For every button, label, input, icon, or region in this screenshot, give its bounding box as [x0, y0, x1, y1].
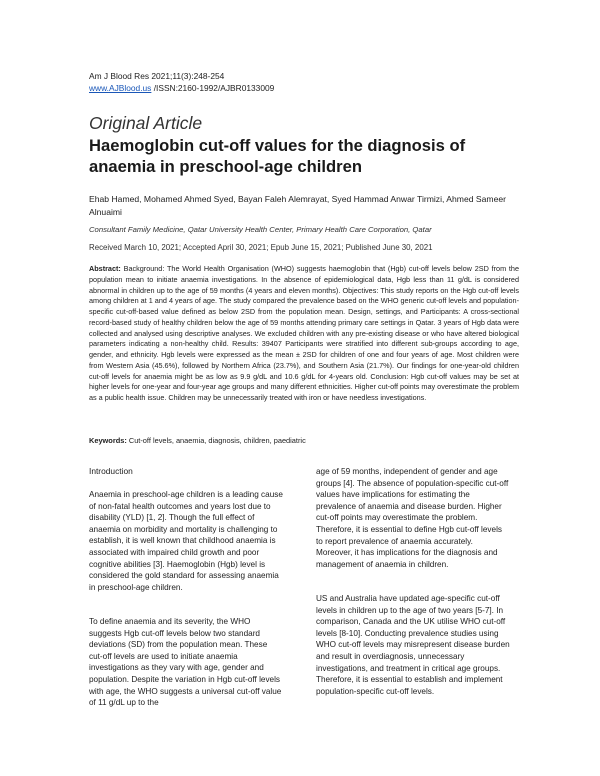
abstract-text: Background: The World Health Organisation (WHO) suggests haemoglobin that (Hgb) cut-off levels below 2SD from the population mean to initiate anaemia investigations. In the absence of epidemiological data, Hgb less than 11 g/dL is considered abnormal in children up to the age of 59 months (4 years and eleven months). Objectives: This study reports on the Hgb cut-off levels among children at 1 and 4 years of age. The study compared the prevalence based on the WHO generic cut-off levels and population-specific cut-off-based value defined as below 2SD from the population mean. Design, settings, and Participants: A cross-sectional record-based study of healthy children below the age of 59 months attending primary care settings in Qatar. 3 years of Hgb data were collected and analysed using descriptive analyses. We excluded children with any pre-existing disease or who have altered biological parameters indicating a non-healthy child. Results: 39407 Participants were stratified into different sub-groups according to age, gender, and ethnicity. Hgb levels were expressed as the mean ± 2SD for children of one and four years of age. Most children were from Western Asia (45.6%), followed by Northern Africa (23.7%), and Southern Asia (21.7%). Our findings for one-year-old children cut-off levels for anaemia might be as low as 9.9 g/dL and 10.6 g/dL for 4-years old. Conclusion: Hgb cut-off values may be set at higher levels for one-year and four-year age groups and many different ethnicities. Higher cut-off points may overestimate the problem as a public health issue. Children may be unnecessarily treated with iron or have needless investigations. [89, 264, 519, 402]
introduction-heading: Introduction [89, 466, 133, 476]
body-paragraph: US and Australia have updated age-specific cut-off levels in children up to the age of two years [5-7]. In comparison, Canada and the UK utilise WHO cut-off levels [8-10]. Conducting prevalence studies using WHO cut-off levels may misrepresent disease burden and result in overdiagnosis, unnecessary investigations, and treatment in critical age groups. Therefore, it is essential to establish and implement population-specific cut-off levels. [316, 594, 510, 696]
keywords [89, 435, 519, 446]
abstract [89, 264, 519, 404]
article-title: Haemoglobin cut-off values for the diagnosis of anaemia in preschool-age children [89, 136, 466, 176]
keywords-text: Cut-off levels, anaemia, diagnosis, children, paediatric [126, 436, 306, 445]
article-type: Original Article [89, 113, 203, 133]
keywords-label: Keywords: [89, 436, 127, 445]
citation-line: Am J Blood Res 2021;11(3):248-254 [89, 71, 225, 81]
publication-dates: Received March 10, 2021; Accepted April 30, 2021; Epub June 15, 2021; Published June 30, 2021 [89, 243, 433, 252]
journal-link[interactable]: www.AJBlood.us [89, 83, 152, 93]
affiliation: Consultant Family Medicine, Qatar University Health Center, Primary Health Care Corporation, Qatar [89, 225, 432, 234]
journal-citation [89, 70, 274, 94]
body-paragraph: To define anaemia and its severity, the WHO suggests Hgb cut-off levels below two standard deviations (SD) from the population mean. These cut-off levels are used to initiate anaemia investigations as they vary with age, gender and population. Despite the variation in Hgb cut-off levels with age, the WHO suggests a universal cut-off value of 11 g/dL up to the [89, 617, 282, 708]
issn-line [89, 82, 274, 94]
body-paragraph: age of 59 months, independent of gender and age groups [4]. The absence of population-specific cut-off values have implications for estimating the prevalence of anaemia and disease burden. Higher cut-off points may overestimate the problem. Therefore, it is essential to define Hgb cut-off levels to report prevalence of anaemia accurately. Moreover, it has implications for the diagnosis and management of anaemia in children. [316, 467, 509, 569]
issn-text: /ISSN:2160-1992/AJBR0133009 [151, 83, 275, 93]
author-list: Ehab Hamed, Mohamed Ahmed Syed, Bayan Faleh Alemrayat, Syed Hammad Anwar Tirmizi, Ahmed Sameer Alnuaimi [89, 194, 506, 217]
body-paragraph: Anaemia in preschool-age children is a leading cause of non-fatal health outcomes and years lost due to disability (YLD) [1, 2]. Though the full effect of anaemia on morbidity and mortality is challenging to establish, it is well known that childhood anaemia is associated with impaired child growth and poor cognitive abilities [3]. Haemoglobin (Hgb) level is considered the gold standard for assessing anaemia in preschool-age children. [89, 490, 283, 592]
abstract-label: Abstract: [89, 264, 121, 273]
